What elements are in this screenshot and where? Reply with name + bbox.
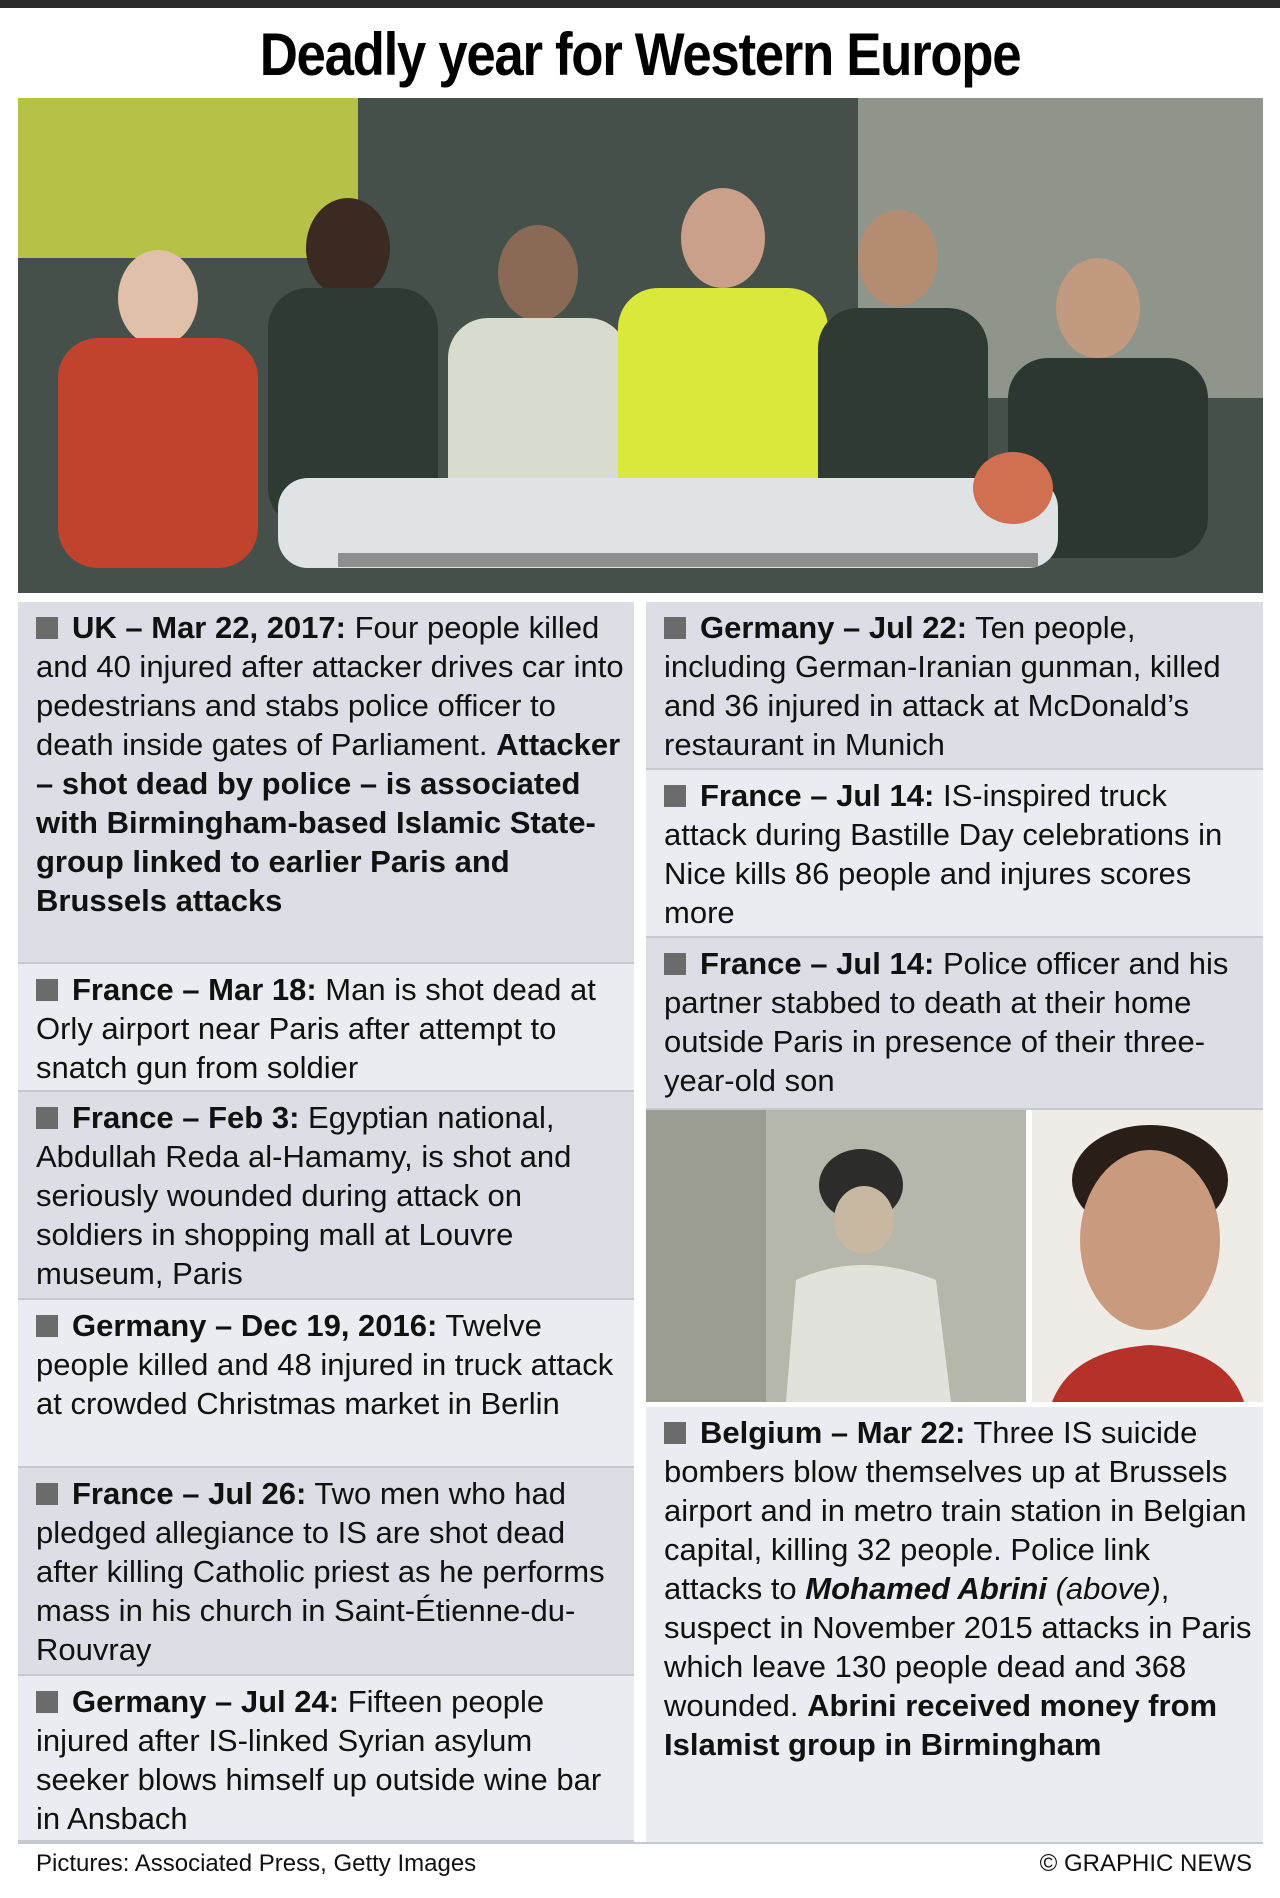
entry-text: Twelve people killed and 48 injured in truck attack at crowded Christmas market in Berlin (36, 1308, 614, 1421)
entry-heading: Germany – Jul 22: (700, 610, 968, 645)
page-title: Deadly year for Western Europe (259, 21, 1021, 88)
entry-heading: France – Feb 3: (72, 1100, 300, 1135)
above-note: (above) (1047, 1571, 1161, 1606)
entry-germany-jul-22 (646, 602, 1263, 770)
entry-france-jul-26 (18, 1468, 634, 1676)
entry-text: Four people killed and 40 injured after attacker drives car into pedestrians and stabs police officer to death inside gates of Parliament. (36, 610, 624, 762)
suspect-portrait-photo (1032, 1110, 1263, 1402)
square-bullet-icon (664, 617, 686, 639)
entry-heading: France – Jul 26: (72, 1476, 307, 1511)
entry-text: Ten people, including German-Iranian gunman, killed and 36 injured in attack at McDonald’s restaurant in Munich (664, 610, 1221, 762)
main-photo (18, 98, 1263, 593)
entry-text: Man is shot dead at Orly airport near Paris after attempt to snatch gun from soldier (36, 972, 596, 1085)
copyright: © GRAPHIC NEWS (1039, 1850, 1252, 1877)
entry-text: Two men who had pledged allegiance to IS are shot dead after killing Catholic priest as he performs mass in his church in Saint-Étienne-du-Rouvray (36, 1476, 605, 1667)
entry-text: IS-inspired truck attack during Bastille Day celebrations in Nice kills 86 people and injures scores more (664, 778, 1223, 930)
square-bullet-icon (36, 1691, 58, 1713)
suspect-name: Mohamed Abrini (805, 1571, 1047, 1606)
top-rule (0, 0, 1280, 8)
entry-heading: Belgium – Mar 22: (700, 1415, 966, 1450)
entry-france-jul-14-police (646, 938, 1263, 1110)
entry-france-feb-3 (18, 1092, 634, 1300)
entry-belgium-mar-22 (646, 1407, 1263, 1843)
entry-bold-text: Abrini received money from Islamist group in Birmingham (664, 1688, 1218, 1762)
square-bullet-icon (36, 617, 58, 639)
entry-heading: UK – Mar 22, 2017: (72, 610, 346, 645)
entry-heading: France – Jul 14: (700, 778, 935, 813)
entry-heading: Germany – Dec 19, 2016: (72, 1308, 438, 1343)
entry-text: Three IS suicide bombers blow themselves up at Brussels airport and in metro train station in Belgian capital, killing 32 people. Police link attacks to (664, 1415, 1247, 1606)
square-bullet-icon (36, 1107, 58, 1129)
entry-text: , suspect in November 2015 attacks in Paris which leave 130 people dead and 368 wounded. (664, 1571, 1252, 1723)
cctv-photo (646, 1110, 1026, 1402)
entry-heading: France – Mar 18: (72, 972, 317, 1007)
square-bullet-icon (36, 1315, 58, 1337)
footer-rule (18, 1842, 1263, 1844)
entry-germany-jul-24 (18, 1676, 634, 1842)
square-bullet-icon (36, 1483, 58, 1505)
photo-credit: Pictures: Associated Press, Getty Images (36, 1850, 477, 1877)
entry-text: Egyptian national, Abdullah Reda al-Hamamy, is shot and seriously wounded during attack on soldiers in shopping mall at Louvre museum, Paris (36, 1100, 572, 1291)
entry-text: Fifteen people injured after IS-linked Syrian asylum seeker blows himself up outside wine bar in Ansbach (36, 1684, 602, 1836)
entry-heading: Germany – Jul 24: (72, 1684, 340, 1719)
entry-text: Police officer and his partner stabbed to death at their home outside Paris in presence of their three-year-old son (664, 946, 1229, 1098)
square-bullet-icon (664, 953, 686, 975)
square-bullet-icon (664, 785, 686, 807)
entry-heading: France – Jul 14: (700, 946, 935, 981)
entry-bold-text: Attacker – shot dead by police – is associated with Birmingham-based Islamic State-group linked to earlier Paris and Brussels attacks (36, 727, 621, 918)
entry-germany-dec-19 (18, 1300, 634, 1468)
entry-france-jul-14-nice (646, 770, 1263, 938)
entry-france-mar-18 (18, 964, 634, 1092)
entry-uk-mar-22 (18, 602, 634, 964)
square-bullet-icon (36, 979, 58, 1001)
square-bullet-icon (664, 1422, 686, 1444)
